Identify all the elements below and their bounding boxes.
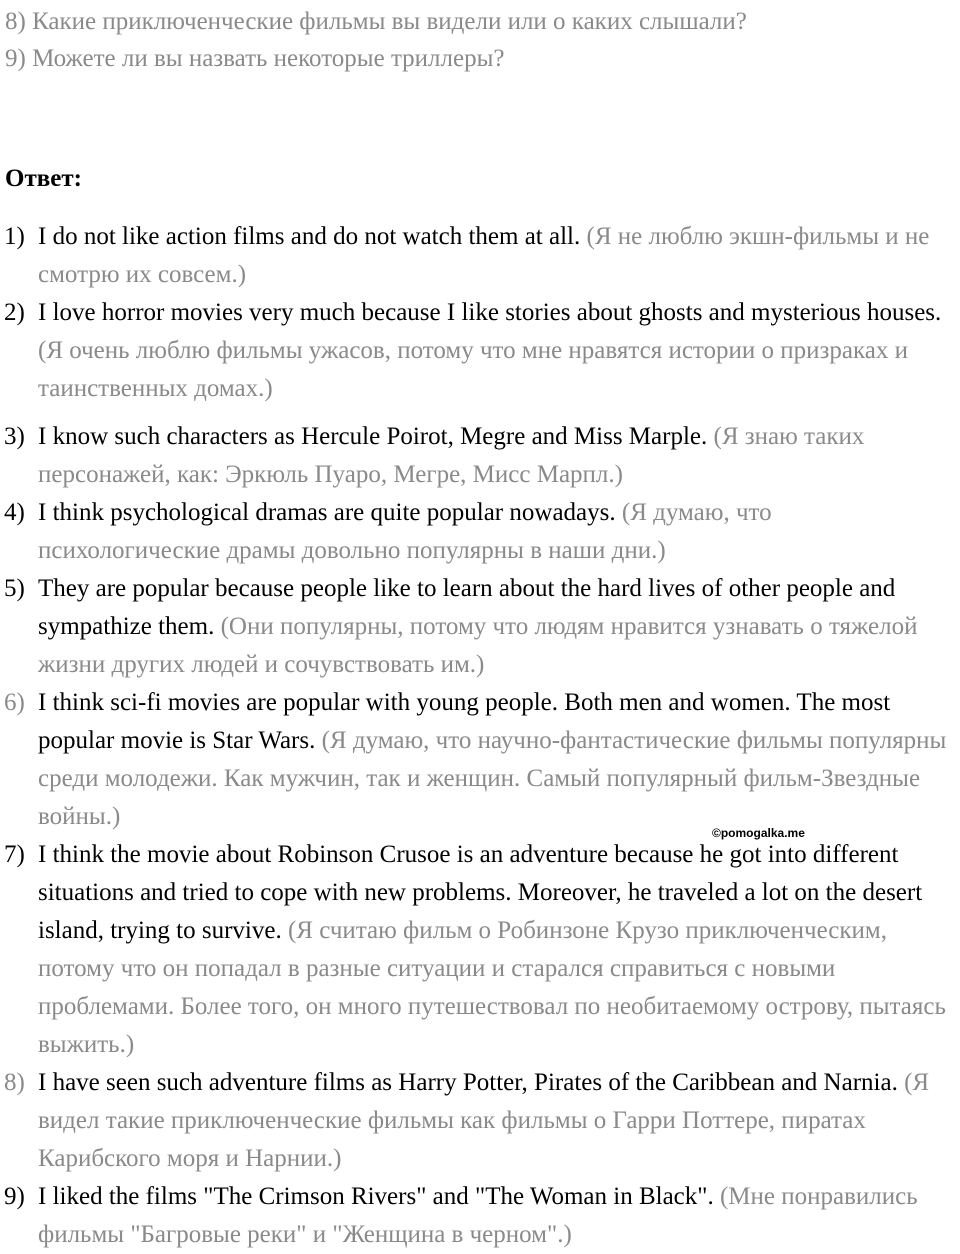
answer-russian: (Я знаю таких персонажей, как: Эркюль Пуаро, Мегре, Мисс Марпл.) [38, 423, 865, 488]
answer-english: I love horror movies very much because I like stories about ghosts and mysterious houses. [38, 299, 942, 326]
answer-number: 2) [4, 299, 25, 326]
answer-english: I know such characters as Hercule Poirot, Megre and Miss Marple. [38, 423, 708, 450]
answer-text [38, 294, 958, 408]
answer-text [38, 494, 958, 570]
answer-english: I think the movie about Robinson Crusoe is an adventure because he got into different situations and tried to cope with new problems. Moreover, he traveled a lot on the desert island, trying to survive. [38, 841, 923, 944]
answer-english: They are popular because people like to learn about the hard lives of other people and sympathize them. [38, 575, 896, 640]
answer-number: 6) [4, 689, 25, 716]
answer-number: 8) [4, 1069, 25, 1096]
answer-text [38, 836, 958, 1064]
answer-english: I liked the films "The Crimson Rivers" and "The Woman in Black". [38, 1183, 714, 1210]
question-8: 8) Какие приключенческие фильмы вы видели или о каких слышали? [5, 8, 747, 35]
answer-number: 1) [4, 223, 25, 250]
answer-number: 5) [4, 575, 25, 602]
answer-text [38, 570, 958, 684]
answer-russian: (Я думаю, что психологические драмы довольно популярны в наши дни.) [38, 499, 772, 564]
answer-russian: (Я считаю фильм о Робинзоне Крузо приключенческим, потому что он попадал в разные ситуации и старался справиться с новыми проблемами. Более того, он много путешествовал по необитаемому острову, пытаясь выжить.) [38, 917, 946, 1058]
answer-text [38, 1178, 958, 1254]
answer-number: 3) [4, 423, 25, 450]
answer-text [38, 218, 958, 294]
answer-number: 9) [4, 1183, 25, 1210]
answer-russian: (Они популярны, потому что людям нравится узнавать о тяжелой жизни других людей и сочувствовать им.) [38, 613, 918, 678]
answer-english: I do not like action films and do not watch them at all. [38, 223, 581, 250]
answer-english: I have seen such adventure films as Harry Potter, Pirates of the Caribbean and Narnia. [38, 1069, 898, 1096]
answer-heading: Ответ: [5, 165, 82, 192]
answer-russian: (Я очень люблю фильмы ужасов, потому что мне нравятся истории о призраках и таинственных домах.) [38, 337, 908, 402]
answer-russian: (Я видел такие приключенческие фильмы как фильмы о Гарри Поттере, пиратах Карибского моря и Нарнии.) [38, 1069, 930, 1172]
answer-english: I think psychological dramas are quite popular nowadays. [38, 499, 616, 526]
answer-text [38, 418, 958, 494]
answer-number: 7) [4, 841, 25, 868]
answer-russian: (Я не люблю экшн-фильмы и не смотрю их совсем.) [38, 223, 930, 288]
watermark: ©pomogalka.me [712, 826, 805, 840]
answer-text [38, 684, 958, 836]
question-9: 9) Можете ли вы назвать некоторые триллеры? [5, 45, 505, 72]
answer-russian: (Я думаю, что научно-фантастические фильмы популярны среди молодежи. Как мужчин, так и женщин. Самый популярный фильм-Звездные войны.) [38, 727, 947, 830]
answer-russian: (Мне понравились фильмы "Багровые реки" и "Женщина в черном".) [38, 1183, 918, 1248]
answer-english: I think sci-fi movies are popular with young people. Both men and women. The most popular movie is Star Wars. [38, 689, 891, 754]
answer-text [38, 1064, 958, 1178]
answer-number: 4) [4, 499, 25, 526]
